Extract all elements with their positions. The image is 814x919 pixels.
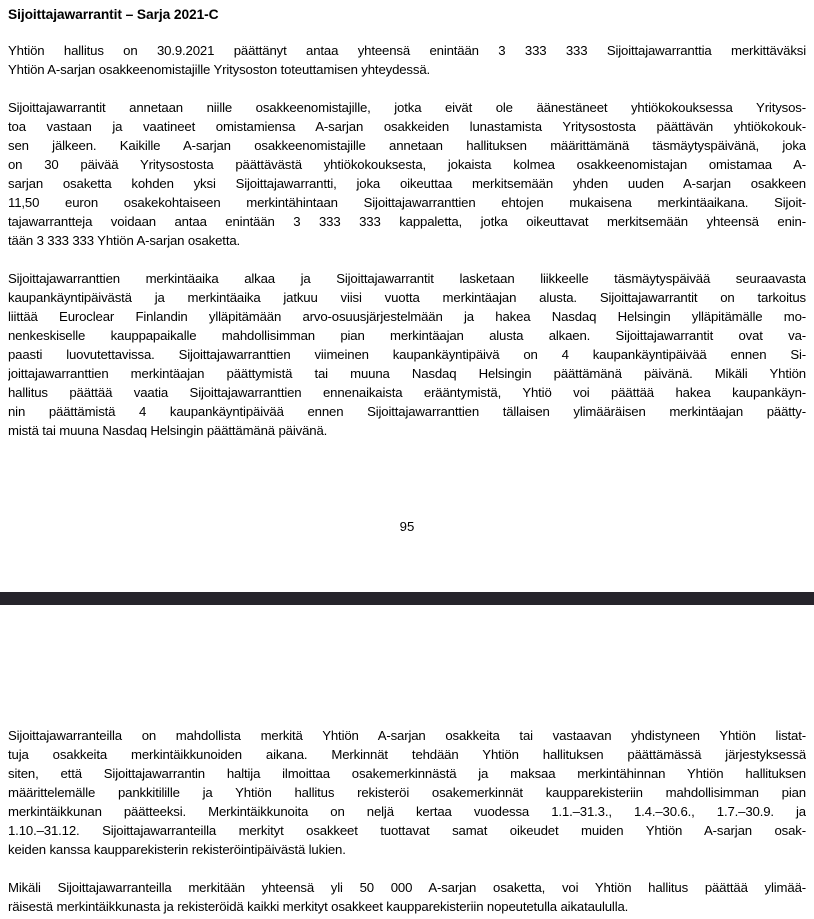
- text-line: keiden kanssa kaupparekisterin rekisteröintipäivästä lukien.: [8, 842, 346, 857]
- text-line: nin päättämistä 4 kaupankäyntipäivää ennen Sijoittajawarranttien tällaisen ylimääräisen merkintäajan päätty-: [8, 404, 806, 419]
- page-content-top: [8, 5, 806, 459]
- text-line: Sijoittajawarranttien merkintäaika alkaa ja Sijoittajawarrantit lasketaan liikkeelle täsmäytyspäivää seuraavasta: [8, 271, 806, 286]
- text-line: 1.10.–31.12. Sijoittajawarranteilla merkityt osakkeet tuottavat samat oikeudet muiden Yhtiön A-sarjan osak-: [8, 823, 806, 838]
- section-title: Sijoittajawarrantit – Sarja 2021-C: [8, 7, 219, 22]
- text-line: sen jälkeen. Kaikille A-sarjan osakkeenomistajille annetaan hallituksen määrittämänä täsmäytyspäivänä, joka: [8, 138, 806, 153]
- text-line: Mikäli Sijoittajawarranteilla merkitään yhteensä yli 50 000 A-sarjan osaketta, voi Yhtiön hallitus päättää ylimää-: [8, 880, 806, 895]
- text-line: paasti luovutettavissa. Sijoittajawarranttien viimeinen kaupankäyntipäivä on 4 kaupankäyntipäivää ennen Si-: [8, 347, 806, 362]
- paragraph: [8, 98, 806, 250]
- text-line: Sijoittajawarrantit annetaan niille osakkeenomistajille, jotka eivät ole äänestäneet yhtiökokouksessa Yritysos-: [8, 100, 806, 115]
- text-line: nenkeskiselle kauppapaikalle mahdollisimman pian merkintäajan alusta alkaen. Sijoittajawarrantit ovat va-: [8, 328, 806, 343]
- paragraph: [8, 269, 806, 440]
- top-paragraphs: [8, 41, 806, 440]
- text-line: Yhtiön A-sarjan osakkeenomistajille Yritysoston toteuttamisen yhteydessä.: [8, 62, 431, 77]
- text-line: tään 3 333 333 Yhtiön A-sarjan osaketta.: [8, 233, 241, 248]
- bottom-paragraphs: [8, 726, 806, 916]
- text-line: Yhtiön hallitus on 30.9.2021 päättänyt antaa yhteensä enintään 3 333 333 Sijoittajawarranttia merkittäväksi: [8, 43, 806, 58]
- paragraph: [8, 726, 806, 859]
- text-line: 11,50 euron osakekohtaiseen merkintähintaan Sijoittajawarranttien ehtojen mukaisena merkintäaikana. Sijoit-: [8, 195, 806, 210]
- text-line: liittää Euroclear Finlandin ylläpitämään arvo-osuusjärjestelmään ja hakea Nasdaq Helsingin ylläpitämälle mo-: [8, 309, 806, 324]
- text-line: on 30 päivää Yritysostosta päättävästä yhtiökokouksesta, jokaista kolmea osakkeenomistajan omistamaa A-: [8, 157, 806, 172]
- text-line: mistä tai muuna Nasdaq Helsingin päättämänä päivänä.: [8, 423, 328, 438]
- text-line: siten, että Sijoittajawarrantin haltija ilmoittaa osakemerkinnästä ja maksaa merkintähinnan Yhtiön hallituksen: [8, 766, 806, 781]
- text-line: toa vastaan ja vaatineet omistamiensa A-sarjan osakkeiden lunastamista Yritysostosta päättävän yhtiökokouk-: [8, 119, 806, 134]
- page-break-bar: [0, 592, 814, 605]
- text-line: joittajawarranttien merkintäajan päättymistä tai muuna Nasdaq Helsingin päättämänä päivänä. Mikäli Yhtiön: [8, 366, 806, 381]
- text-line: määrittelemälle pankkitilille ja Yhtiön hallitus rekisteröi osakemerkinnät kaupparekisteriin mahdollisimman pian: [8, 785, 806, 800]
- page-content-bottom: [8, 726, 806, 919]
- text-line: hallitus päättää vaatia Sijoittajawarranttien ennenaikaista erääntymistä, Yhtiö voi päättää hakea kaupankäyn-: [8, 385, 806, 400]
- page-number: 95: [399, 519, 415, 534]
- text-line: sarjan osaketta kohden yksi Sijoittajawarrantti, joka oikeuttaa merkitsemään yhden uuden A-sarjan osakkeen: [8, 176, 806, 191]
- text-line: Sijoittajawarranteilla on mahdollista merkitä Yhtiön A-sarjan osakkeita tai vastaavan yhdistyneen Yhtiön listat-: [8, 728, 806, 743]
- text-line: merkintäikkunan päätteeksi. Merkintäikkunoita on neljä kertaa vuodessa 1.1.–31.3., 1.4.–30.6., 1.7.–30.9. ja: [8, 804, 806, 819]
- text-line: tajawarrantteja voidaan antaa enintään 3 333 333 kappaletta, jotka oikeuttavat merkitsemään yhteensä enin-: [8, 214, 806, 229]
- text-line: räisestä merkintäikkunasta ja rekisteröidä kaikki merkityt osakkeet kaupparekisteriin nopeutetulla aikataululla.: [8, 899, 629, 914]
- text-line: tuja osakkeita merkintäikkunoiden aikana. Merkinnät tehdään Yhtiön hallituksen päättämässä järjestyksessä: [8, 747, 806, 762]
- text-line: kaupankäyntipäivästä ja merkintäaika jatkuu viisi vuotta merkintäajan alusta. Sijoittajawarrantit on tarkoitus: [8, 290, 806, 305]
- paragraph: [8, 878, 806, 916]
- paragraph: [8, 41, 806, 79]
